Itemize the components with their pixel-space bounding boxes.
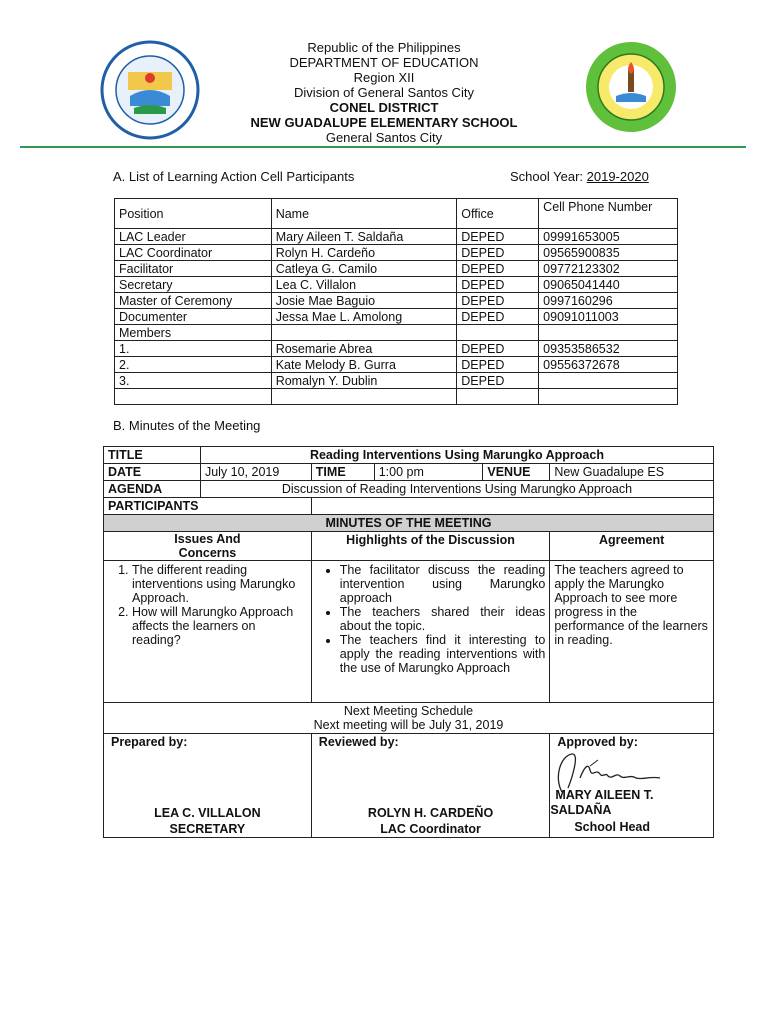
- venue-label: VENUE: [483, 464, 550, 481]
- list-item: • The teachers find it interesting to apply the reading interventions with the use of Marungko Approach: [340, 633, 546, 675]
- cell: [539, 389, 678, 405]
- list-item: 1. The different reading interventions using Marungko Approach.: [132, 563, 307, 605]
- cell: 09353586532: [539, 341, 678, 357]
- participants-row: [104, 498, 714, 515]
- cell: [457, 325, 539, 341]
- cell: DEPED: [457, 341, 539, 357]
- next-schedule-cell: [104, 703, 714, 734]
- cell: Josie Mae Baguio: [271, 293, 457, 309]
- cell: DEPED: [457, 245, 539, 261]
- header-division: Division of General Santos City: [294, 85, 474, 100]
- col-highlights: Highlights of the Discussion: [311, 532, 550, 561]
- table-row: [115, 229, 678, 245]
- cell: [457, 389, 539, 405]
- date-value: July 10, 2019: [200, 464, 311, 481]
- cell: Master of Ceremony: [115, 293, 272, 309]
- table-row: [115, 357, 678, 373]
- header-city: General Santos City: [325, 130, 443, 145]
- title-label: TITLE: [104, 447, 201, 464]
- reviewed-cell: [311, 734, 550, 838]
- next-schedule-row: [104, 703, 714, 734]
- header-district: CONEL DISTRICT: [329, 100, 439, 115]
- next-schedule-label: Next Meeting Schedule: [343, 704, 474, 718]
- prepared-cell: [104, 734, 312, 838]
- table-row: [115, 277, 678, 293]
- table-row: [115, 293, 678, 309]
- approved-label: Approved by:: [557, 735, 638, 749]
- cell: DEPED: [457, 293, 539, 309]
- cell: DEPED: [457, 309, 539, 325]
- agenda-row: [104, 481, 714, 498]
- school-logo: [584, 40, 678, 134]
- cell: 09556372678: [539, 357, 678, 373]
- cell: [115, 389, 272, 405]
- issues-list: [108, 563, 307, 647]
- reviewed-role: LAC Coordinator: [380, 822, 481, 836]
- table-row: [115, 341, 678, 357]
- header-region: Region XII: [353, 70, 415, 85]
- prepared-label: Prepared by:: [111, 735, 188, 749]
- approved-role: School Head: [574, 820, 651, 834]
- cell: [271, 389, 457, 405]
- cell: 2.: [115, 357, 272, 373]
- cell: [539, 373, 678, 389]
- time-label: TIME: [311, 464, 374, 481]
- col-phone: Cell Phone Number: [539, 199, 678, 229]
- cell: Rolyn H. Cardeño: [271, 245, 457, 261]
- cell: 09565900835: [539, 245, 678, 261]
- school-year-label-text: School Year:: [510, 169, 584, 184]
- cell: 09772123302: [539, 261, 678, 277]
- participants-table: [114, 198, 678, 405]
- list-item: • The teachers shared their ideas about the topic.: [340, 605, 546, 633]
- cell: Members: [115, 325, 272, 341]
- date-row: [104, 464, 714, 481]
- cell: Romalyn Y. Dublin: [271, 373, 457, 389]
- section-a-title: A. List of Learning Action Cell Participants: [113, 169, 355, 184]
- agenda-label: AGENDA: [104, 481, 201, 498]
- title-value: Reading Interventions Using Marungko Approach: [200, 447, 713, 464]
- cell: 09065041440: [539, 277, 678, 293]
- table-row: [115, 261, 678, 277]
- minutes-header: MINUTES OF THE MEETING: [104, 515, 714, 532]
- participants-value: [311, 498, 713, 515]
- col-agreement: Agreement: [550, 532, 714, 561]
- reviewed-label: Reviewed by:: [318, 735, 399, 749]
- date-label: DATE: [104, 464, 201, 481]
- approved-cell: [550, 734, 714, 838]
- cell: 0997160296: [539, 293, 678, 309]
- col-office: Office: [457, 199, 539, 229]
- cell: Jessa Mae L. Amolong: [271, 309, 457, 325]
- header-republic: Republic of the Philippines: [307, 40, 461, 55]
- cell: [539, 325, 678, 341]
- minutes-header-row: [104, 515, 714, 532]
- signatures-row: [104, 734, 714, 838]
- list-item: 2. How will Marungko Approach affects the learners on reading?: [132, 605, 307, 647]
- col-name: Name: [271, 199, 457, 229]
- highlights-cell: [311, 561, 550, 703]
- cell: DEPED: [457, 373, 539, 389]
- school-year-value: 2019-2020: [586, 169, 649, 184]
- time-value: 1:00 pm: [374, 464, 483, 481]
- minutes-columns-row: [104, 532, 714, 561]
- venue-value: New Guadalupe ES: [550, 464, 714, 481]
- cell: LAC Coordinator: [115, 245, 272, 261]
- approved-name-1: MARY AILEEN T.: [555, 788, 654, 802]
- table-row: [115, 389, 678, 405]
- agreement-cell: The teachers agreed to apply the Marungko Approach to see more progress in the performance of the learners in reading.: [550, 561, 714, 703]
- school-year-label: [510, 169, 649, 184]
- table-row: [115, 245, 678, 261]
- highlights-list: [316, 563, 546, 675]
- issues-cell: [104, 561, 312, 703]
- agenda-value: Discussion of Reading Interventions Using Marungko Approach: [200, 481, 713, 498]
- participants-label: PARTICIPANTS: [104, 498, 312, 515]
- cell: Secretary: [115, 277, 272, 293]
- minutes-body-row: [104, 561, 714, 703]
- table-row: [115, 325, 678, 341]
- cell: DEPED: [457, 229, 539, 245]
- prepared-role: SECRETARY: [169, 822, 246, 836]
- cell: Catleya G. Camilo: [271, 261, 457, 277]
- col-issues: Issues And Concerns: [104, 532, 312, 561]
- cell: LAC Leader: [115, 229, 272, 245]
- cell: 1.: [115, 341, 272, 357]
- list-item: • The facilitator discuss the reading intervention using Marungko approach: [340, 563, 546, 605]
- header-deped: DEPARTMENT OF EDUCATION: [289, 55, 479, 70]
- cell: DEPED: [457, 357, 539, 373]
- table-row: [115, 309, 678, 325]
- participants-header-row: [115, 199, 678, 229]
- cell: 09991653005: [539, 229, 678, 245]
- cell: DEPED: [457, 261, 539, 277]
- reviewed-name: ROLYN H. CARDEÑO: [367, 806, 494, 820]
- cell: 09091011003: [539, 309, 678, 325]
- col-position: Position: [115, 199, 272, 229]
- cell: DEPED: [457, 277, 539, 293]
- title-row: [104, 447, 714, 464]
- prepared-name: LEA C. VILLALON: [154, 806, 261, 820]
- table-row: [115, 373, 678, 389]
- cell: Kate Melody B. Gurra: [271, 357, 457, 373]
- header-rule: [20, 146, 746, 148]
- header-school: NEW GUADALUPE ELEMENTARY SCHOOL: [250, 115, 518, 130]
- approved-name-2: SALDAÑA: [550, 803, 612, 817]
- next-schedule-value: Next meeting will be July 31, 2019: [313, 718, 504, 732]
- cell: Documenter: [115, 309, 272, 325]
- cell: Rosemarie Abrea: [271, 341, 457, 357]
- cell: Lea C. Villalon: [271, 277, 457, 293]
- cell: [271, 325, 457, 341]
- cell: 3.: [115, 373, 272, 389]
- cell: Facilitator: [115, 261, 272, 277]
- minutes-table: [103, 446, 714, 838]
- cell: Mary Aileen T. Saldaña: [271, 229, 457, 245]
- section-b-title: B. Minutes of the Meeting: [113, 418, 261, 433]
